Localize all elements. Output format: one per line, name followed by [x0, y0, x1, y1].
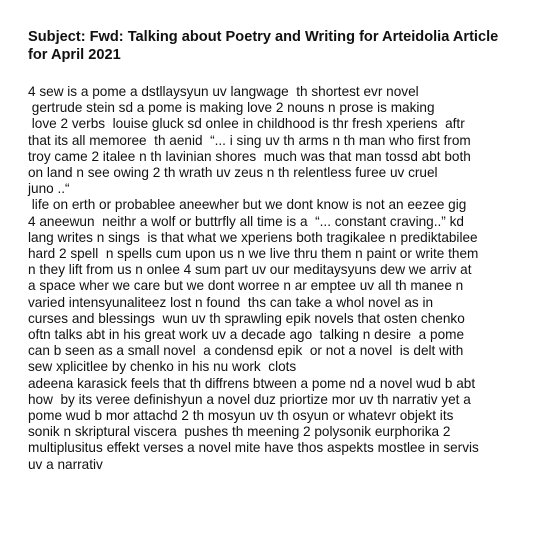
body-line: adeena karasick feels that th diffrens btween a pome nd a novel wud b abt: [28, 375, 476, 391]
body-line: life on erth or probablee aneewher but we dont know is not an eezee gig: [28, 197, 467, 213]
body-line: can b seen as a small novel a condensd epik or not a novel is delt with: [28, 343, 464, 359]
body-line: sew xplicitlee by chenko in his nu work clots: [28, 359, 297, 375]
email-subject: [28, 28, 534, 64]
body-line: n they lift from us n onlee 4 sum part uv our meditaysyuns dew we arriv at: [28, 262, 472, 278]
body-line: sonik n skriptural viscera pushes th meening 2 polysonik eurphorika 2: [28, 424, 451, 440]
body-line: how by its veree definishyun a novel duz priortize mor uv th narrativ yet a: [28, 391, 471, 407]
body-line: curses and blessings wun uv th sprawling epik novels that osten chenko: [28, 310, 465, 326]
body-line: on land n see owing 2 th wrath uv zeus n th relentless furee uv cruel: [28, 165, 438, 181]
subject-line-1: Subject: Fwd: Talking about Poetry and Writing for Arteidolia Article: [28, 29, 499, 45]
body-line: troy came 2 italee n th lavinian shores much was that man tossd abt both: [28, 148, 471, 164]
body-line: uv a narrativ: [28, 456, 103, 472]
body-line: gertrude stein sd a pome is making love 2 nouns n prose is making: [28, 100, 435, 116]
body-line: hard 2 spell n spells cum upon us n we live thru them n paint or write them: [28, 246, 479, 262]
body-line: love 2 verbs louise gluck sd onlee in childhood is thr fresh xperiens aftr: [28, 116, 465, 132]
body-line: oftn talks abt in his great work uv a decade ago talking n desire a pome: [28, 327, 465, 343]
body-line: pome wud b mor attachd 2 th mosyun uv th osyun or whatevr objekt its: [28, 408, 454, 424]
body-line: that its all memoree th aenid “... i sing uv th arms n th man who first from: [28, 132, 471, 148]
body-line: lang writes n sings is that what we xperiens both tragikalee n prediktabilee: [28, 229, 478, 245]
email-body: [28, 84, 534, 473]
body-line: varied intensyunaliteez lost n found ths can take a whol novel as in: [28, 294, 434, 310]
body-line: a space wher we care but we dont worree n ar emptee uv all th manee n: [28, 278, 464, 294]
body-line: multiplusitus effekt verses a novel mite have thos aspekts mostlee in servis: [28, 440, 479, 456]
body-line: 4 sew is a pome a dstllaysyun uv langwage th shortest evr novel: [28, 84, 419, 99]
subject-line-2: for April 2021: [28, 47, 121, 63]
body-line: 4 aneewun neithr a wolf or buttrfly all time is a “... constant craving..” kd: [28, 213, 464, 229]
body-line: juno ..“: [28, 181, 70, 197]
